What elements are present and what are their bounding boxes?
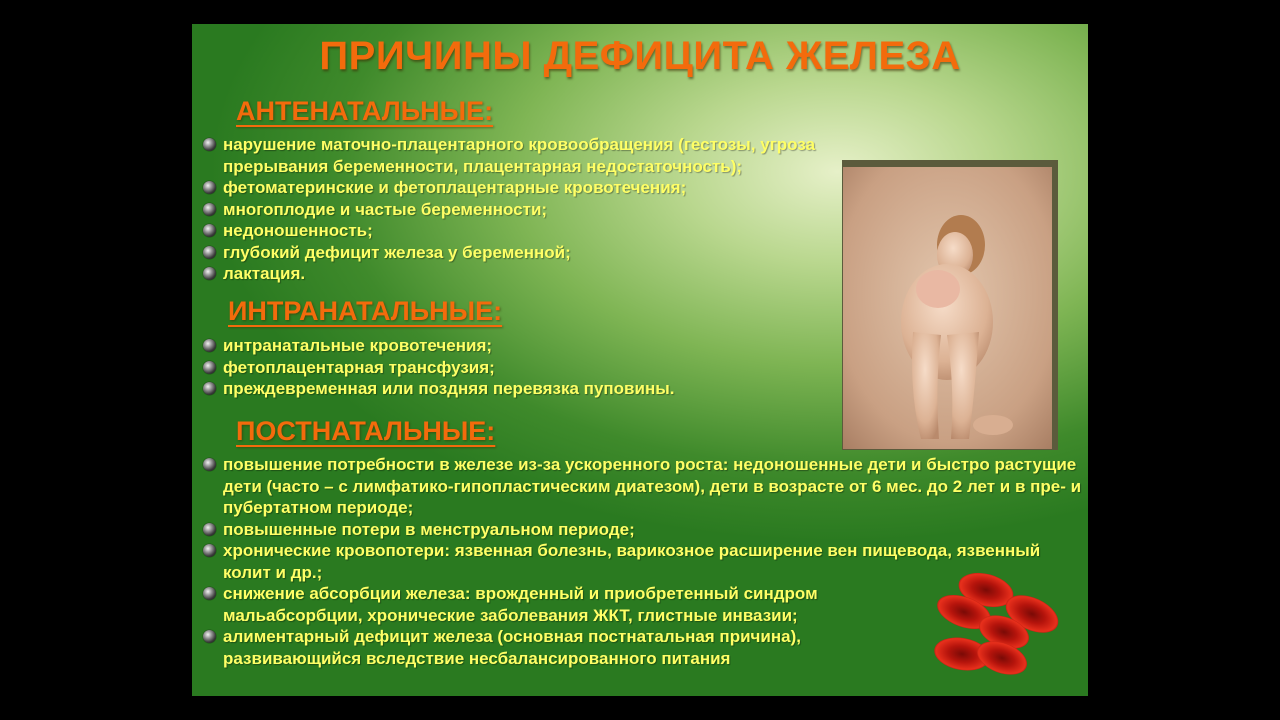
bullet-icon (203, 224, 216, 237)
list-item: недоношенность; (202, 220, 922, 242)
slide (192, 24, 1088, 696)
list-item: алиментарный дефицит железа (основная постнатальная причина), развивающийся вследствие несбалансированного питания (202, 626, 923, 669)
bullet-icon (203, 544, 216, 557)
list-item: нарушение маточно-плацентарного кровообращения (гестозы, угроза прерывания беременности, плацентарная недостаточность); (202, 134, 922, 177)
list-item: интранатальные кровотечения; (202, 335, 842, 357)
bullet-icon (203, 630, 216, 643)
bullet-icon (203, 138, 216, 151)
list-item: многоплодие и частые беременности; (202, 199, 922, 221)
intranatal-list (202, 335, 842, 400)
bullet-icon (203, 523, 216, 536)
list-item: глубокий дефицит железа у беременной; (202, 242, 922, 264)
list-item: снижение абсорбции железа: врожденный и приобретенный синдром мальабсорбции, хронические заболевания ЖКТ, глистные инвазии; (202, 583, 923, 626)
bullet-icon (203, 246, 216, 259)
list-item: повышенные потери в менструальном периоде; (202, 519, 1082, 541)
bullet-icon (203, 458, 216, 471)
list-item: хронические кровопотери: язвенная болезнь, варикозное расширение вен пищевода, язвенный колит и др.; (202, 540, 1082, 583)
bullet-icon (203, 181, 216, 194)
section-heading-intranatal: ИНТРАНАТАЛЬНЫЕ: (228, 296, 503, 326)
list-item: фетоматеринские и фетоплацентарные кровотечения; (202, 177, 922, 199)
bullet-icon (203, 361, 216, 374)
list-item: повышение потребности в железе из-за ускоренного роста: недоношенные дети и быстро растущие дети (часто – с лимфатико-гипопластическим диатезом), дети в возрасте от 6 мес. до 2 лет и в пре- и пубертатном периоде; (202, 454, 1082, 519)
bullet-icon (203, 587, 216, 600)
list-item: лактация. (202, 263, 922, 285)
slide-title: ПРИЧИНЫ ДЕФИЦИТА ЖЕЛЕЗА (319, 34, 961, 78)
bullet-icon (203, 339, 216, 352)
bullet-icon (203, 203, 216, 216)
section-heading-postnatal: ПОСТНАТАЛЬНЫЕ: (236, 416, 496, 446)
bullet-icon (203, 382, 216, 395)
section-heading-antenatal: АНТЕНАТАЛЬНЫЕ: (236, 96, 494, 126)
list-item: преждевременная или поздняя перевязка пуповины. (202, 378, 842, 400)
bullet-icon (203, 267, 216, 280)
antenatal-list (202, 134, 922, 285)
list-item: фетоплацентарная трансфузия; (202, 357, 842, 379)
postnatal-list (202, 454, 1082, 669)
